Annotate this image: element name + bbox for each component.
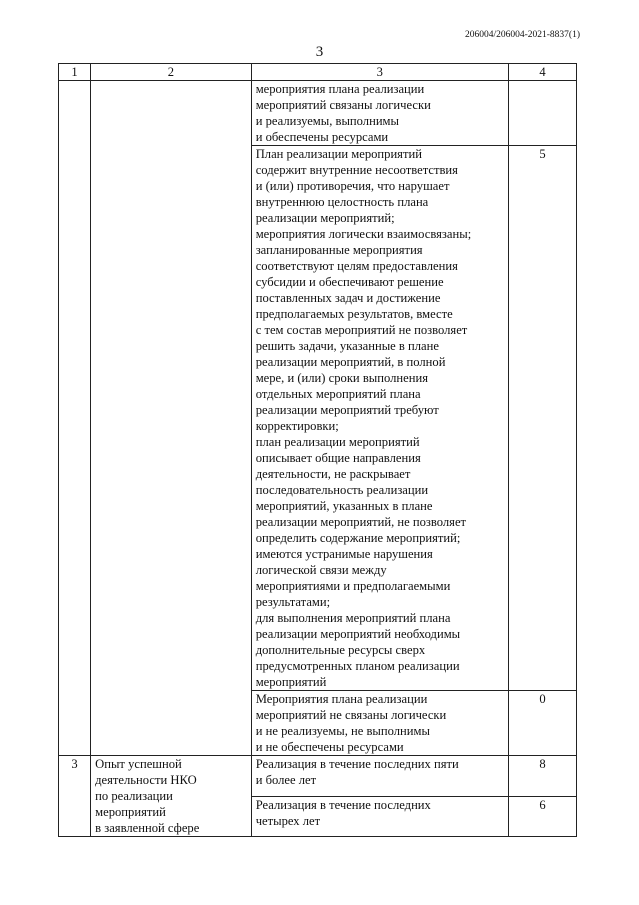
column-header-3: 3 [251,64,508,81]
score-cell [508,81,576,146]
score-cell: 5 [508,146,576,691]
score-cell: 6 [508,796,576,837]
criteria-description-cell: Мероприятия плана реализации мероприятий не связаны логически и не реализуемы, не выполнимы и не обеспечены ресурсами [251,691,508,756]
column-header-4: 4 [508,64,576,81]
table-header-row [59,64,577,81]
score-cell: 0 [508,691,576,756]
document-id: 206004/206004-2021-8837(1) [464,30,580,40]
column-header-1: 1 [59,64,91,81]
table-cell [59,81,91,756]
criteria-description-cell: Реализация в течение последних пяти и более лет [251,756,508,797]
table-row [59,81,577,146]
criteria-description-cell: План реализации мероприятий содержит внутренние несоответствия и (или) противоречия, что нарушает внутреннюю целостность плана реализации мероприятий; мероприятия логически взаимосвязаны; запланированные мероприятия соответствуют целям предоставления субсидии и обеспечивают решение поставленных задач и достижение предполагаемых результатов, вместе с тем состав мероприятий не позволяет решить задачи, указанные в плане реализации мероприятий, в полной мере, и (или) сроки выполнения отдельных мероприятий плана реализации мероприятий требуют корректировки; план реализации мероприятий описывает общие направления деятельности, не раскрывает последовательность реализации мероприятий, указанных в плане реализации мероприятий, не позволяет определить содержание мероприятий; имеются устранимые нарушения логической связи между мероприятиями и предполагаемыми результатами; для выполнения мероприятий плана реализации мероприятий необходимы дополнительные ресурсы сверх предусмотренных планом реализации мероприятий [251,146,508,691]
table-cell [91,81,252,756]
page-number: 3 [315,44,324,60]
criteria-table [58,63,577,837]
criteria-description-cell: Реализация в течение последних четырех лет [251,796,508,837]
score-cell: 8 [508,756,576,797]
criteria-description-cell: мероприятия плана реализации мероприятий связаны логически и реализуемы, выполнимы и обеспечены ресурсами [251,81,508,146]
column-header-2: 2 [91,64,252,81]
table-row [59,756,577,797]
row-number-cell: 3 [59,756,91,837]
criterion-name-cell: Опыт успешной деятельности НКО по реализации мероприятий в заявленной сфере [91,756,252,837]
